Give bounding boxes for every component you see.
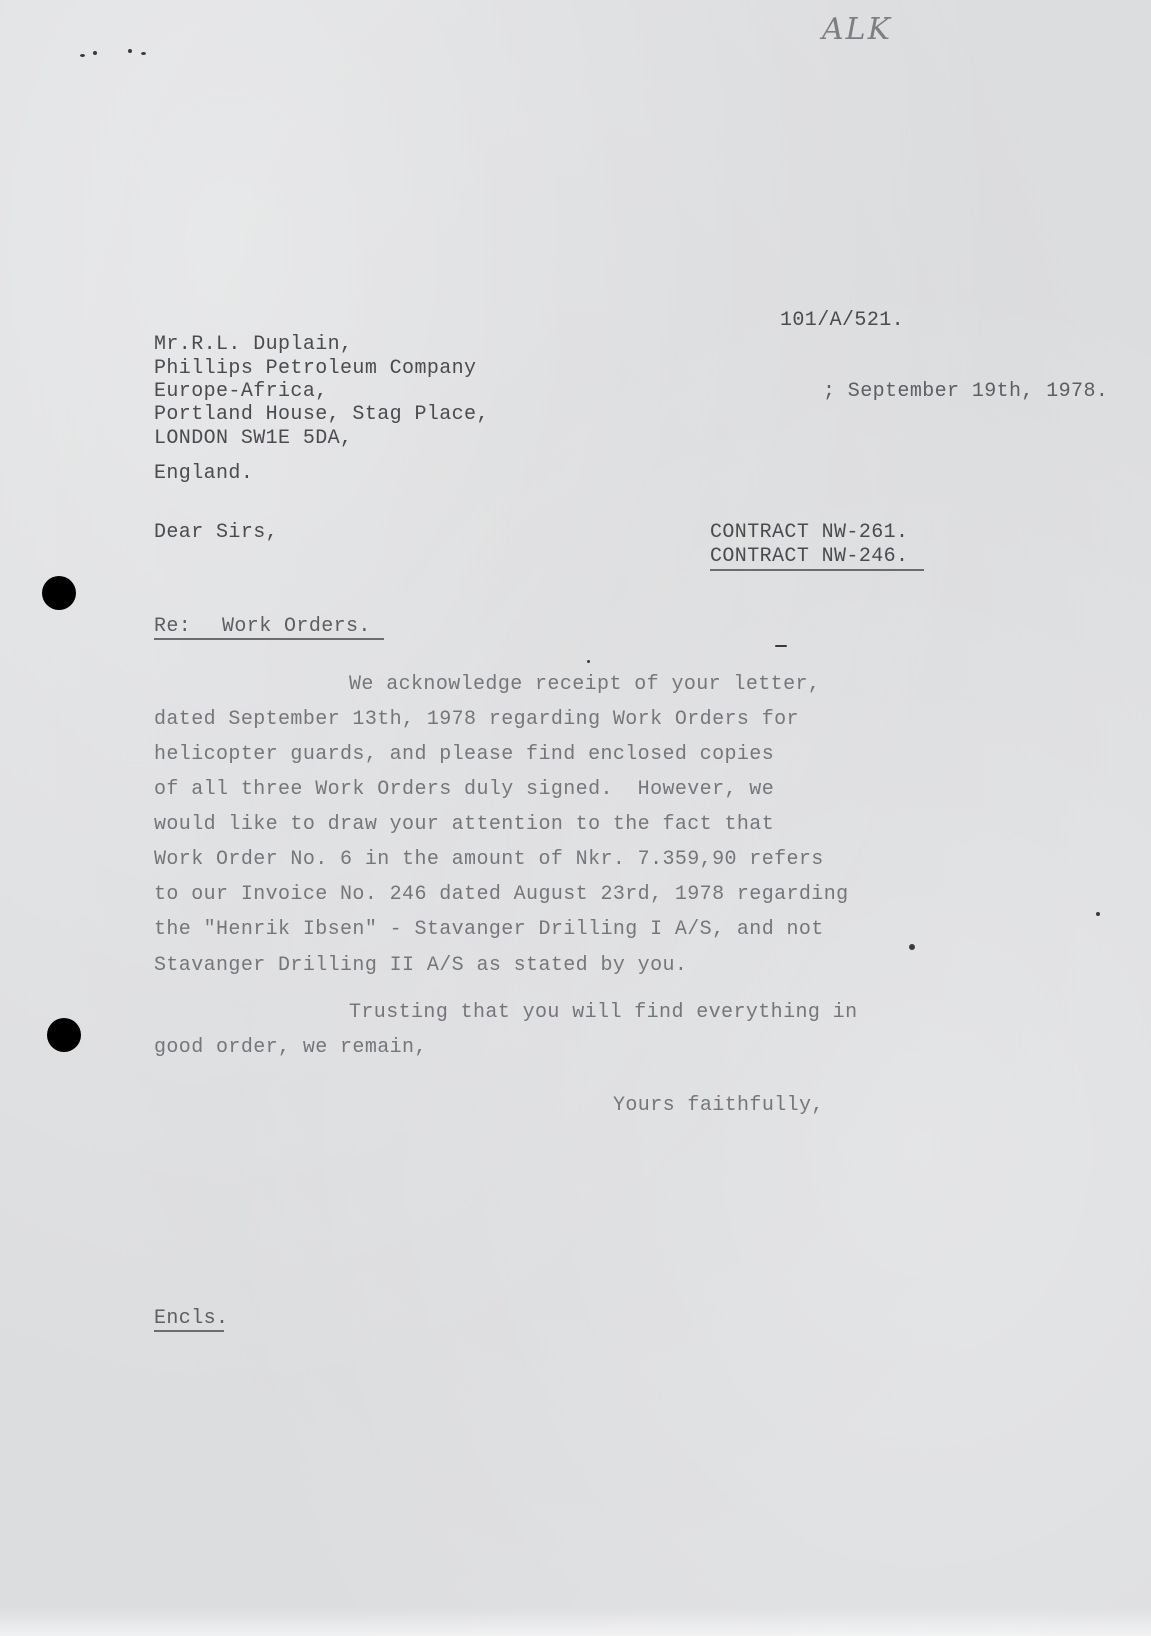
speck-mark [909, 944, 915, 950]
recipient-city: LONDON SW1E 5DA, [154, 427, 353, 450]
body-line: Stavanger Drilling II A/S as stated by you. [154, 954, 688, 977]
body-line: helicopter guards, and please find enclosed copies [154, 743, 775, 766]
recipient-name: Mr.R.L. Duplain, [154, 333, 353, 356]
enclosure-underline [154, 1330, 224, 1332]
recipient-company: Phillips Petroleum Company [154, 357, 477, 380]
speck-mark [1096, 912, 1100, 916]
body-line: Trusting that you will find everything in [349, 1001, 858, 1024]
reference-number: 101/A/521. [780, 309, 905, 332]
recipient-country: England. [154, 462, 254, 485]
body-line: We acknowledge receipt of your letter, [349, 673, 821, 696]
contract-underline [710, 569, 924, 571]
handwritten-initials: ALK [822, 12, 892, 47]
punch-hole [42, 576, 76, 610]
speck-mark [141, 52, 146, 55]
page-bottom-edge [0, 1608, 1151, 1636]
subject-prefix: Re: [154, 615, 192, 638]
subject-text: Work Orders. [222, 615, 371, 638]
salutation: Dear Sirs, [154, 521, 279, 544]
speck-mark [128, 49, 132, 53]
body-line: to our Invoice No. 246 dated August 23rd, 1978 regarding [154, 883, 849, 906]
closing: Yours faithfully, [613, 1094, 824, 1117]
body-line: of all three Work Orders duly signed. However, we [154, 778, 775, 801]
contract-reference-1: CONTRACT NW-261. [710, 521, 909, 544]
letter-date: ; September 19th, 1978. [823, 380, 1109, 403]
body-line: the "Henrik Ibsen" - Stavanger Drilling I A/S, and not [154, 918, 824, 941]
speck-mark [775, 645, 787, 647]
speck-mark [80, 54, 85, 57]
body-line: good order, we remain, [154, 1036, 427, 1059]
body-line: Work Order No. 6 in the amount of Nkr. 7.359,90 refers [154, 848, 824, 871]
speck-mark [587, 660, 590, 663]
subject-underline [154, 638, 384, 640]
speck-mark [93, 51, 97, 55]
contract-reference-2: CONTRACT NW-246. [710, 545, 909, 568]
body-line: would like to draw your attention to the fact that [154, 813, 775, 836]
punch-hole [47, 1018, 81, 1052]
recipient-street: Portland House, Stag Place, [154, 403, 489, 426]
recipient-division: Europe-Africa, [154, 380, 328, 403]
body-line: dated September 13th, 1978 regarding Work Orders for [154, 708, 799, 731]
enclosure-note: Encls. [154, 1307, 229, 1330]
